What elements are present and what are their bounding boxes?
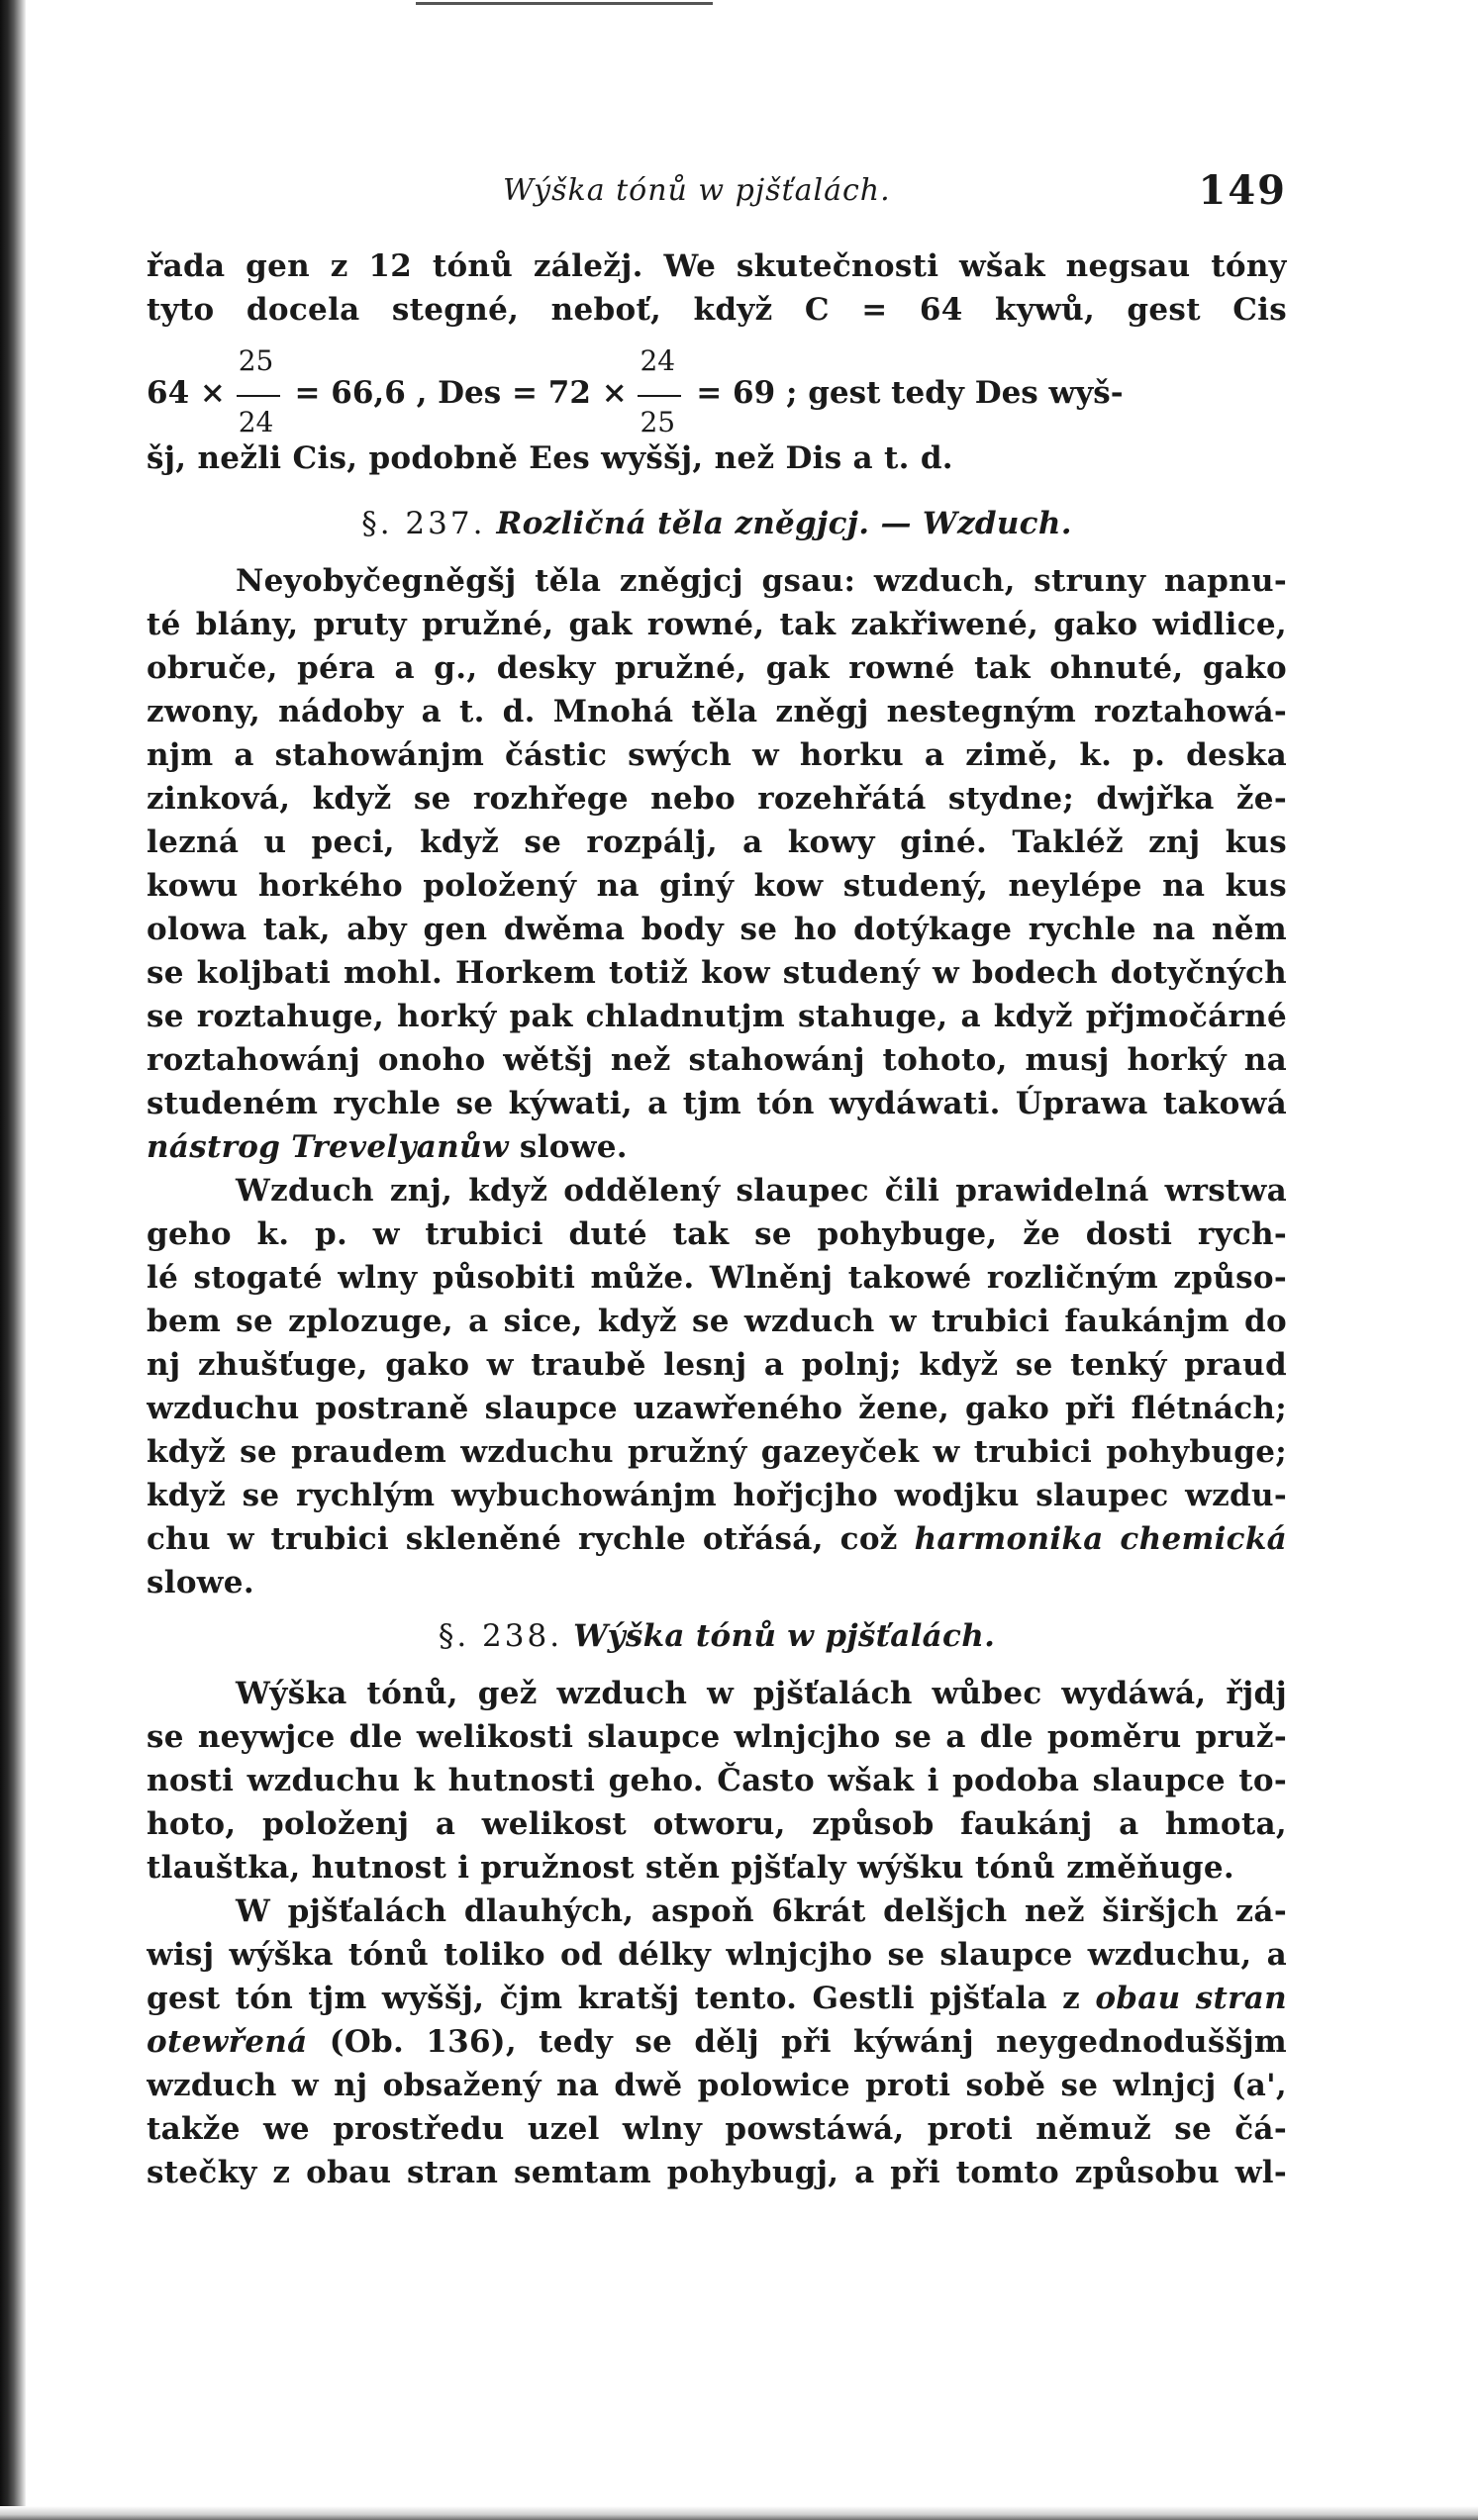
text-line: bem se zplozuge, a sice, když se wzduch w trubici faukánjm do bbox=[147, 1304, 1287, 1339]
fraction bbox=[638, 344, 685, 438]
text-span: slowe. bbox=[508, 1129, 628, 1165]
text-line: když se rychlým wybuchowánjm hořjcjho wodjku slaupec wzdu- bbox=[147, 1478, 1287, 1513]
formula-part: = 66,6 , Des = 72 × bbox=[294, 375, 628, 411]
text-line: se koljbati mohl. Horkem totiž kow studený w bodech dotyčných bbox=[147, 955, 1287, 991]
italic-term: otewřená bbox=[147, 2024, 308, 2060]
text-line: wzduch w nj obsažený na dwě polowice proti sobě se wlnjcj (a', bbox=[147, 2068, 1287, 2103]
fraction-numerator: 25 bbox=[238, 344, 274, 377]
fraction-numerator: 24 bbox=[640, 344, 676, 377]
fraction-denominator: 24 bbox=[238, 406, 274, 438]
text-span: (Ob. 136), tedy se dělj při kýwánj neygednoduššjm bbox=[307, 2024, 1287, 2060]
text-line: tlauštka, hutnost i pružnost stěn pjšťaly wýšku tónů změňuge. bbox=[147, 1850, 1235, 1886]
top-rule bbox=[416, 2, 713, 5]
fraction-bar bbox=[237, 395, 280, 397]
section-heading-237 bbox=[147, 502, 1287, 545]
text-line: studeném rychle se kýwati, a tjm tón wydáwati. Úprawa takowá bbox=[147, 1086, 1287, 1121]
text-line: wisj wýška tónů toliko od délky wlnjcjho se slaupce wzduchu, a bbox=[147, 1937, 1287, 1973]
fraction-denominator: 25 bbox=[640, 406, 676, 438]
text-line: Neyobyčegněgšj těla zněgjcj gsau: wzduch, struny napnu- bbox=[236, 563, 1287, 599]
text-line: nosti wzduchu k hutnosti geho. Často wšak i podoba slaupce to- bbox=[147, 1763, 1287, 1798]
text-line: slowe. bbox=[147, 1565, 254, 1600]
text-line: zinková, když se rozhřege nebo rozehřátá stydne; dwjřka že- bbox=[147, 781, 1287, 817]
text-line: lezná u peci, když se rozpálj, a kowy giné. Takléž znj kus bbox=[147, 824, 1287, 860]
text-line: lé stogaté wlny působiti může. Wlněnj takowé rozličným způso- bbox=[147, 1260, 1287, 1296]
section-title: Wýška tónů w pjšťalách. bbox=[573, 1618, 996, 1654]
text-line: takže we prostředu uzel wlny powstáwá, proti němuž se čá- bbox=[147, 2111, 1287, 2147]
text-line: njm a stahowánjm částic swých w horku a zimě, k. p. deska bbox=[147, 737, 1287, 773]
text-line: hoto, položenj a welikost otworu, způsob faukánj a hmota, bbox=[147, 1806, 1287, 1842]
text-line: šj, nežli Cis, podobně Ees wyššj, než Dis a t. d. bbox=[147, 440, 953, 476]
text-line bbox=[147, 2020, 1287, 2064]
text-line: obruče, péra a g., desky pružné, gak rowné tak ohnuté, gako bbox=[147, 650, 1287, 686]
text-line: stečky z obau stran semtam pohybugj, a při tomto způsobu wl- bbox=[147, 2155, 1287, 2190]
text-line: Wzduch znj, když oddělený slaupec čili prawidelná wrstwa bbox=[236, 1173, 1287, 1209]
text-line: řada gen z 12 tónů záležj. We skutečnosti wšak negsau tóny bbox=[147, 248, 1287, 284]
page-number: 149 bbox=[1198, 167, 1287, 214]
text-line: když se praudem wzduchu pružný gazeyček w trubici pohybuge; bbox=[147, 1434, 1287, 1470]
text-line: Wýška tónů, gež wzduch w pjšťalách wůbec wydáwá, řjdj bbox=[236, 1676, 1287, 1711]
formula-part: 64 × bbox=[147, 375, 226, 411]
text-line: geho k. p. w trubici duté tak se pohybuge, že dosti rych- bbox=[147, 1216, 1287, 1252]
text-span: gest tón tjm wyššj, čjm kratšj tento. Gestli pjšťala z bbox=[147, 1981, 1096, 2016]
section-number: §. 237. bbox=[361, 506, 486, 541]
text-line: tyto docela stegné, neboť, když C = 64 kywů, gest Cis bbox=[147, 292, 1287, 328]
text-line: olowa tak, aby gen dwěma body se ho dotýkage rychle na něm bbox=[147, 912, 1287, 947]
text-line bbox=[147, 1517, 1287, 1561]
text-line: wzduchu postraně slaupce uzawřeného žene, gako při flétnách; bbox=[147, 1391, 1287, 1426]
text-line: W pjšťalách dlauhých, aspoň 6krát delšjch než širšjch zá- bbox=[236, 1893, 1287, 1929]
fraction bbox=[237, 344, 284, 438]
text-line bbox=[147, 1977, 1287, 2020]
italic-term: harmonika chemická bbox=[914, 1521, 1287, 1557]
text-line: té blány, pruty pružné, gak rowné, tak zakřiwené, gako widlice, bbox=[147, 607, 1287, 642]
page-binding-edge bbox=[0, 0, 26, 2520]
fraction-bar bbox=[638, 395, 681, 397]
page-content bbox=[147, 163, 1287, 2194]
running-title: Wýška tónů w pjšťalách. bbox=[503, 173, 891, 208]
text-line: roztahowánj onoho wětšj než stahowánj tohoto, musj horký na bbox=[147, 1042, 1287, 1078]
text-span: chu w trubici skleněné rychle otřásá, což bbox=[147, 1521, 915, 1557]
formula-line bbox=[147, 332, 1287, 436]
text-line: se roztahuge, horký pak chladnutjm stahuge, a když přjmočárné bbox=[147, 999, 1287, 1034]
text-line: se neywjce dle welikosti slaupce wlnjcjho se a dle poměru pruž- bbox=[147, 1719, 1287, 1755]
text-line bbox=[147, 1125, 1287, 1169]
formula-part: = 69 ; gest tedy Des wyš- bbox=[696, 375, 1124, 411]
text-line: nj zhušťuge, gako w traubě lesnj a polnj; když se tenký praud bbox=[147, 1347, 1287, 1383]
text-line: kowu horkého položený na giný kow studený, neylépe na kus bbox=[147, 868, 1287, 904]
page-bottom-edge bbox=[0, 2506, 1478, 2520]
italic-term: obau stran bbox=[1095, 1981, 1287, 2016]
section-title: Rozličná těla zněgjcj. — Wzduch. bbox=[496, 506, 1072, 541]
text-line: zwony, nádoby a t. d. Mnohá těla zněgj nestegným roztahowá- bbox=[147, 694, 1287, 729]
italic-term: nástrog Trevelyanůw bbox=[147, 1129, 509, 1165]
section-heading-238 bbox=[147, 1614, 1287, 1658]
running-header bbox=[147, 163, 1287, 223]
section-number: §. 238. bbox=[438, 1618, 563, 1654]
text-body bbox=[147, 244, 1287, 2194]
